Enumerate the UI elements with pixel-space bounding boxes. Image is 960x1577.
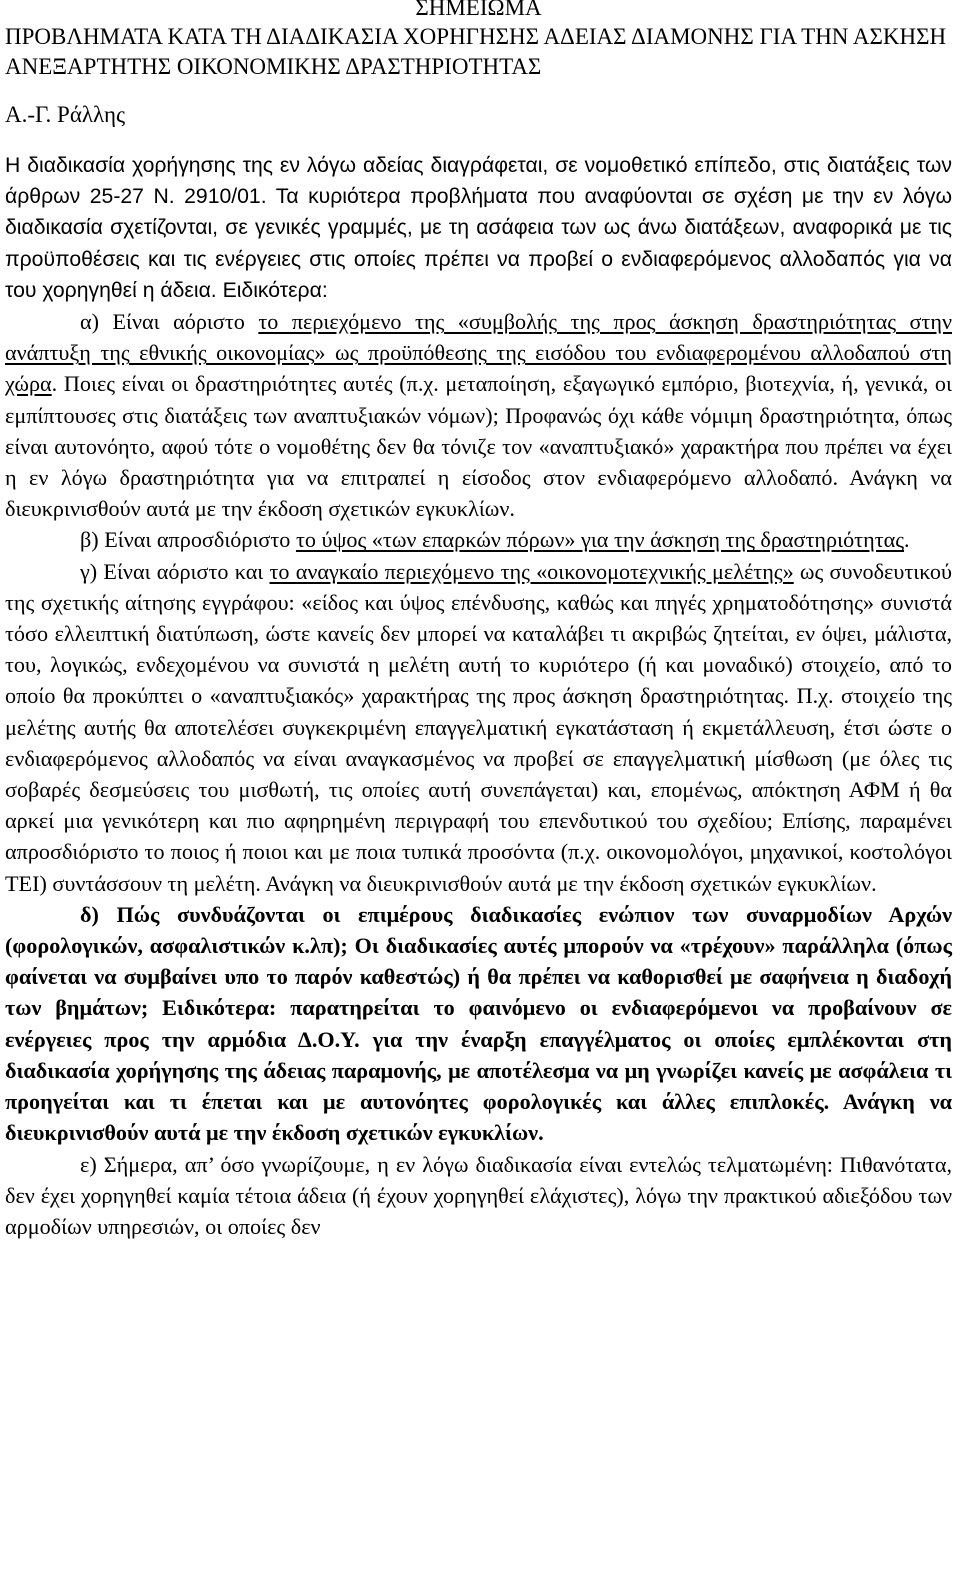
item-a-underlined: το περιεχόμενο της «συμβολής της προς άσκηση δραστηριότητας στην ανάπτυξη της εθνικής οικονομίας» ως προϋπόθεσης της εισόδου του ενδιαφερομένου αλλοδαπού στη χώρα xyxy=(5,309,952,397)
item-a-paragraph xyxy=(5,306,952,524)
item-a-rest: . Ποιες είναι οι δραστηριότητες αυτές (π.χ. μεταποίηση, εξαγωγικό εμπόριο, βιοτεχνία, ή, γενικά, οι εμπίπτουσες στις διατάξεις των αναπτυξιακών νόμων); Προφανώς όχι κάθε νόμιμη δραστηριότητα, όπως είναι αυτονόητο, αφού τότε ο νομοθέτης δεν θα τόνιζε τον «αναπτυξιακό» χαρακτήρα που πρέπει να έχει η εν λόγω δραστηριότητα για να επιτραπεί η είσοδος στον ενδιαφερόμενο αλλοδαπό. Ανάγκη να διευκρινισθούν αυτά με την έκδοση σχετικών εγκυκλίων. xyxy=(5,371,952,522)
item-c-paragraph xyxy=(5,556,952,899)
item-b-rest: . xyxy=(904,527,910,553)
document-author: Α.-Γ. Ράλλης xyxy=(5,102,126,127)
item-a-prefix: α) Είναι αόριστο xyxy=(80,309,259,335)
item-c-prefix: γ) Είναι αόριστο και xyxy=(80,558,270,584)
item-d-label: δ) xyxy=(80,901,117,927)
item-c-rest: ως συνοδευτικού της σχετικής αίτησης εγγράφου: «είδος και ύψος επένδυσης, καθώς και πηγές χρηματοδότησης» συνιστά τόσο ελλειπτική διατύπωση, ώστε κανείς δεν μπορεί να καταλάβει τι ακριβώς ζητείται, εν όψει, μάλιστα, του, λογικώς, ενδεχομένου να συνιστά η μελέτη αυτή το κυριότερο (ή και μοναδικό) στοιχείο, από το οποίο θα προκύπτει ο «αναπτυξιακός» χαρακτήρας της προς άσκηση δραστηριότητας. Π.χ. στοιχείο της μελέτης αυτής θα αποτελέσει συγκεκριμένη επαγγελματική εγκατάσταση ή εκμετάλλευση, έτσι ώστε ο ενδιαφερόμενος αλλοδαπός να είναι αναγκασμένος να προβεί σε επαγγελματική μίσθωση (με όλες τις σοβαρές δεσμεύσεις του μισθωτή, τις οποίες αυτή συνεπάγεται) και, επομένως, απόκτηση ΑΦΜ ή θα αρκεί μια γενικότερη και πιο αφηρημένη περιγραφή του επενδυτικού του σχεδίου; Επίσης, παραμένει απροσδιόριστο το ποιος ή ποιοι και με ποια τυπικά προσόντα (π.χ. οικονομολόγοι, μηχανικοί, κοστολόγοι ΤΕΙ) συντάσσουν τη μελέτη. Ανάγκη να διευκρινισθούν αυτά με την έκδοση σχετικών εγκυκλίων. xyxy=(5,558,952,896)
item-d-paragraph xyxy=(5,899,952,1149)
item-e-paragraph: ε) Σήμερα, απ’ όσο γνωρίζουμε, η εν λόγω διαδικασία είναι εντελώς τελματωμένη: Πιθανότατα, δεν έχει χορηγηθεί καμία τέτοια άδεια (ή έχουν χορηγηθεί ελάχιστες), λόγω την πρακτικού αδιεξόδου των αρμοδίων υπηρεσιών, οι οποίες δεν xyxy=(5,1151,952,1239)
item-d-bold-text: Πώς συνδυάζονται οι επιμέρους διαδικασίες ενώπιον των συναρμοδίων Αρχών (φορολογικών, ασφαλιστικών κ.λπ); Οι διαδικασίες αυτές μπορούν να «τρέχουν» παράλληλα (όπως φαίνεται να συμβαίνει υπο το παρόν καθεστώς) ή θα πρέπει να καθορισθεί με σαφήνεια η διαδοχή των βημάτων; Ειδικότερα: παρατηρείται το φαινόμενο οι ενδιαφερόμενοι να προβαίνουν σε ενέργειες προς την αρμόδια Δ.Ο.Υ. για την έναρξη επαγγέλματος οι οποίες εμπλέκονται στη διαδικασία χορήγησης της άδειας παραμονής, με αποτέλεσμα να μη γνωρίζει κανείς με ασφάλεια τι προηγείται και τι έπεται και με αυτονόητες φορολογικές και άλλες επιπλοκές. Ανάγκη να διευκρινισθούν αυτά με την έκδοση σχετικών εγκυκλίων. xyxy=(5,901,953,1146)
intro-paragraph: Η διαδικασία χορήγησης της εν λόγω αδείας διαγράφεται, σε νομοθετικό επίπεδο, στις διατάξεις των άρθρων 25-27 Ν. 2910/01. Τα κυριότερα προβλήματα που αναφύονται σε σχέση με την εν λόγω διαδικασία σχετίζονται, σε γενικές γραμμές, με τη ασάφεια των ως άνω διατάξεων, αναφορικά με τις προϋποθέσεις και τις ενέργειες στις οποίες πρέπει να προβεί ο ενδιαφερόμενος αλλοδαπός για να του χορηγηθεί η άδεια. Ειδικότερα: xyxy=(5,154,952,302)
item-b-prefix: β) Είναι απροσδιόριστο xyxy=(80,527,296,553)
item-b-paragraph xyxy=(5,524,952,555)
item-c-underlined: το αναγκαίο περιεχόμενο της «οικονομοτεχνικής μελέτης» xyxy=(269,558,794,584)
document-title: ΠΡΟΒΛΗΜΑΤΑ ΚΑΤΑ ΤΗ ΔΙΑΔΙΚΑΣΙΑ ΧΟΡΗΓΗΣΗΣ ΑΔΕΙΑΣ ΔΙΑΜΟΝΗΣ ΓΙΑ ΤΗΝ ΑΣΚΗΣΗ ΑΝΕΞΑΡΤΗΤΗΣ ΟΙΚΟΝΟΜΙΚΗΣ ΔΡΑΣΤΗΡΙΟΤΗΤΑΣ xyxy=(5,24,947,79)
item-b-underlined: το ύψος «των επαρκών πόρων» για την άσκηση της δραστηριότητας xyxy=(295,527,905,553)
document-label: ΣΗΜΕΙΩΜΑ xyxy=(415,0,542,20)
